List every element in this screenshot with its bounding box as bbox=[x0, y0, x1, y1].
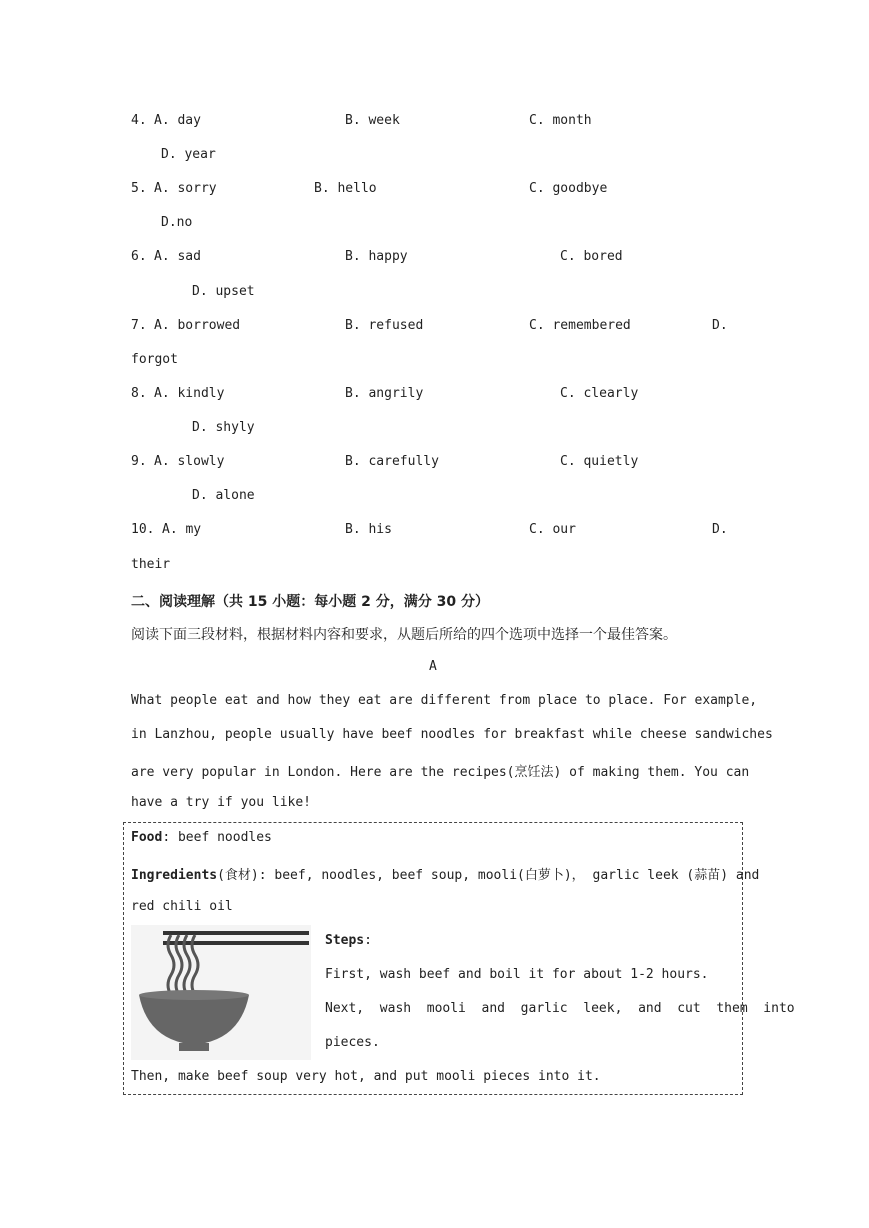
question-10-option-c: C. our bbox=[529, 522, 576, 537]
question-7-option-b: B. refused bbox=[345, 318, 424, 333]
step-2-line-2: pieces. bbox=[325, 1035, 380, 1050]
question-9-option-c: C. quietly bbox=[560, 454, 639, 469]
question-10-option-a: A. my bbox=[162, 522, 202, 537]
question-5-number: 5. bbox=[131, 181, 147, 196]
ingredients-label: Ingredients bbox=[131, 868, 218, 883]
question-6-number: 6. bbox=[131, 249, 147, 264]
question-7-option-c: C. remembered bbox=[529, 318, 631, 333]
passage-line-2: in Lanzhou, people usually have beef noodles for breakfast while cheese sandwiches bbox=[131, 727, 773, 742]
steps-heading bbox=[325, 933, 372, 948]
question-9-option-a: A. slowly bbox=[154, 454, 225, 469]
step-1: First, wash beef and boil it for about 1-2 hours. bbox=[325, 967, 709, 982]
passage-line-1: What people eat and how they eat are different from place to place. For example, bbox=[131, 693, 758, 708]
question-10-option-b: B. his bbox=[345, 522, 392, 537]
steps-label: Steps bbox=[325, 933, 365, 948]
question-7-option-d-text: forgot bbox=[131, 352, 178, 367]
noodle-bowl-icon bbox=[131, 925, 311, 1060]
question-9-option-b: B. carefully bbox=[345, 454, 439, 469]
question-8-number: 8. bbox=[131, 386, 147, 401]
question-4-option-b: B. week bbox=[345, 113, 400, 128]
question-10-option-d: D. bbox=[712, 522, 728, 537]
question-10-number: 10. bbox=[131, 522, 155, 537]
question-5-option-b: B. hello bbox=[314, 181, 377, 196]
section-title: 二、阅读理解（共 15 小题：每小题 2 分，满分 30 分） bbox=[131, 594, 489, 610]
food-value: : beef noodles bbox=[162, 830, 272, 845]
question-7-option-d: D. bbox=[712, 318, 728, 333]
question-6-option-d: D. upset bbox=[192, 284, 255, 299]
passage-line-3: are very popular in London. Here are the recipes(烹饪法) of making them. You can bbox=[131, 765, 750, 780]
question-8-option-c: C. clearly bbox=[560, 386, 639, 401]
question-4-option-d: D. year bbox=[161, 147, 216, 162]
question-4-option-c: C. month bbox=[529, 113, 592, 128]
question-4-number: 4. bbox=[131, 113, 147, 128]
question-9-number: 9. bbox=[131, 454, 147, 469]
question-5-option-a: A. sorry bbox=[154, 181, 217, 196]
recipe-ingredients-wrap: red chili oil bbox=[131, 899, 233, 914]
recipe-ingredients-line bbox=[131, 864, 759, 883]
question-8-option-d: D. shyly bbox=[192, 420, 255, 435]
passage-line-4: have a try if you like! bbox=[131, 795, 312, 810]
question-7-option-a: A. borrowed bbox=[154, 318, 241, 333]
step-3: Then, make beef soup very hot, and put mooli pieces into it. bbox=[131, 1069, 601, 1084]
ingredients-value: (食材): beef, noodles, beef soup, mooli(白萝卜)， garlic leek (蒜苗) and bbox=[217, 868, 760, 883]
question-10-option-d-text: their bbox=[131, 557, 171, 572]
passage-label: A bbox=[429, 659, 437, 674]
question-8-option-b: B. angrily bbox=[345, 386, 424, 401]
question-5-option-c: C. goodbye bbox=[529, 181, 608, 196]
question-6-option-c: C. bored bbox=[560, 249, 623, 264]
question-4-option-a: A. day bbox=[154, 113, 201, 128]
question-5-option-d: D.no bbox=[161, 215, 193, 230]
step-2-line-1: Next, wash mooli and garlic leek, and cut them into bbox=[325, 1001, 795, 1016]
recipe-food-line bbox=[131, 830, 272, 845]
question-6-option-a: A. sad bbox=[154, 249, 201, 264]
section-instruction: 阅读下面三段材料，根据材料内容和要求，从题后所给的四个选项中选择一个最佳答案。 bbox=[131, 627, 677, 643]
food-label: Food bbox=[131, 830, 163, 845]
steps-colon: : bbox=[364, 933, 372, 948]
question-6-option-b: B. happy bbox=[345, 249, 408, 264]
question-7-number: 7. bbox=[131, 318, 147, 333]
question-8-option-a: A. kindly bbox=[154, 386, 225, 401]
question-9-option-d: D. alone bbox=[192, 488, 255, 503]
